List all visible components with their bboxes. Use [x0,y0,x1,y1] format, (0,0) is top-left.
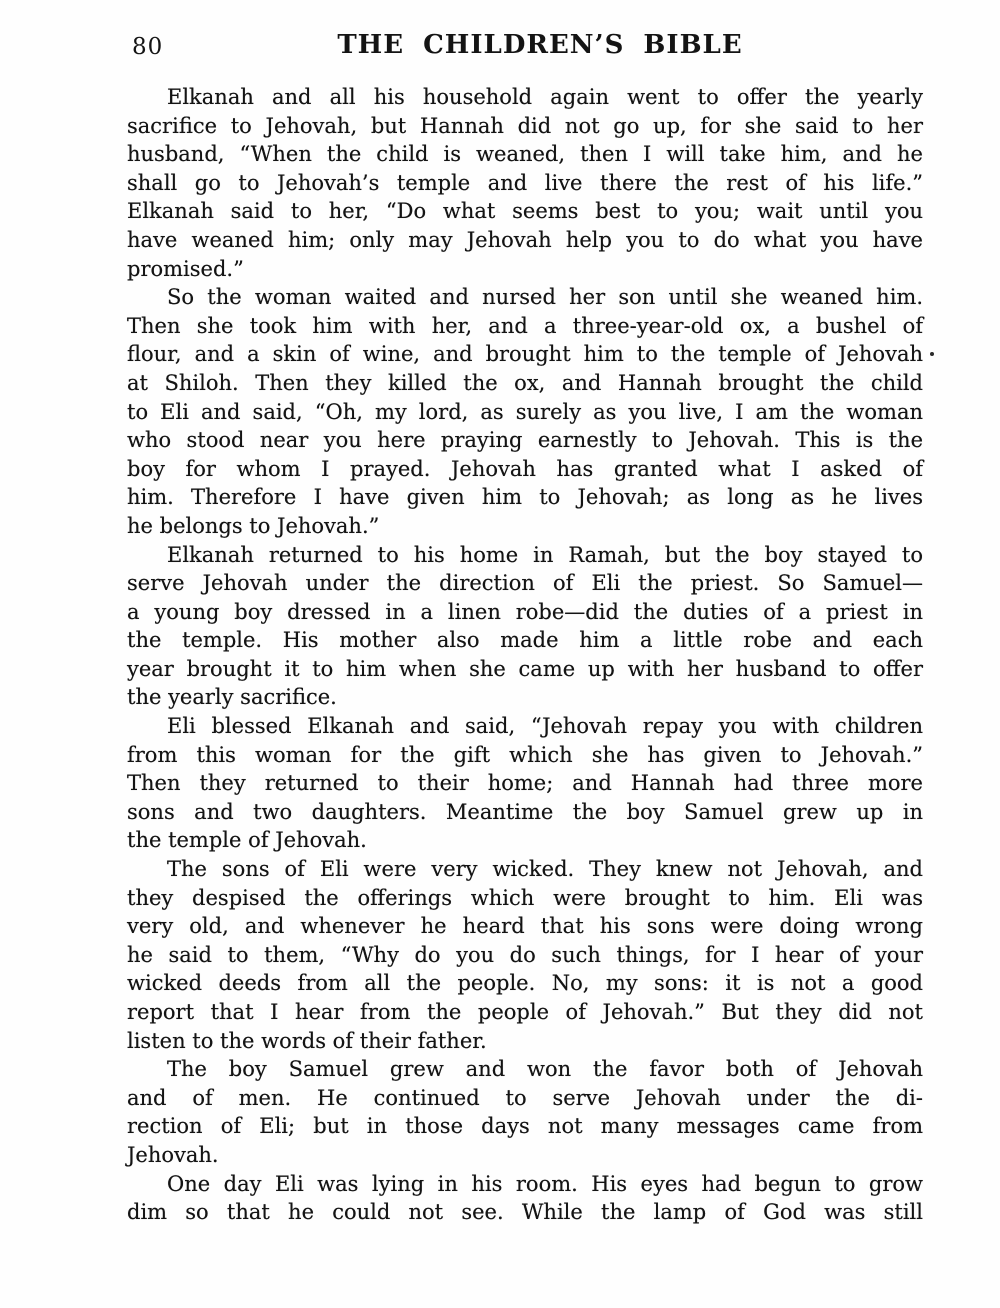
text-line: shall go to Jehovah’s temple and live there the rest of his life.” [127,170,923,195]
text-line: rection of Eli; but in those days not many messages came from [127,1114,923,1139]
text-line: a young boy dressed in a linen robe—did the duties of a priest in [127,599,923,624]
paragraph [127,712,923,855]
text-line: to Eli and said, “Oh, my lord, as surely as you live, I am the woman [127,399,923,424]
text-line: Jehovah. [127,1142,219,1167]
text-line: flour, and a skin of wine, and brought him to the temple of Jehovah [127,342,923,367]
text-line: they despised the offerings which were brought to him. Eli was [127,885,923,910]
text-line: Elkanah and all his household again went to offer the yearly [167,85,923,109]
text-line: dim so that he could not see. While the lamp of God was still [127,1200,923,1225]
text-line: wicked deeds from all the people. No, my sons: it is not a good [127,971,923,996]
text-line: from this woman for the gift which she has given to Jehovah.” [127,742,923,767]
text-line: the yearly sacrifice. [127,685,337,710]
paragraph [127,855,923,1055]
text-line: One day Eli was lying in his room. His eyes had begun to grow [167,1171,923,1196]
text-line: and of men. He continued to serve Jehovah under the di- [127,1085,923,1110]
text-line: The sons of Eli were very wicked. They knew not Jehovah, and [167,857,923,882]
text-line: So the woman waited and nursed her son until she weaned him. [167,285,923,310]
text-line: report that I hear from the people of Jehovah.” But they did not [127,1000,923,1024]
paragraph [127,541,923,713]
text-line: at Shiloh. Then they killed the ox, and Hannah brought the child [127,370,923,395]
text-line: the temple. His mother also made him a little robe and each [127,628,923,653]
text-line: husband, “When the child is weaned, then I will take him, and he [127,142,923,167]
text-line: boy for whom I prayed. Jehovah has granted what I asked of [127,456,923,481]
scan-artifact-dot [930,352,934,356]
text-line: year brought it to him when she came up with her husband to offer [127,656,923,681]
text-line: very old, and whenever he heard that his sons were doing wrong [127,914,923,939]
text-line: serve Jehovah under the direction of Eli the priest. So Samuel— [127,571,923,596]
text-line: he belongs to Jehovah.” [127,513,380,538]
body-text [127,83,923,1227]
paragraph [127,1055,923,1169]
paragraph [127,1170,923,1227]
text-line: have weaned him; only may Jehovah help you to do what you have [127,227,923,252]
text-line: promised.” [127,256,244,281]
text-line: Elkanah said to her, “Do what seems best to you; wait until you [127,199,923,224]
text-line: sons and two daughters. Meantime the boy Samuel grew up in [127,799,923,824]
running-head-title: THE CHILDREN’S BIBLE [337,30,743,60]
text-line: him. Therefore I have given him to Jehovah; as long as he lives [127,485,923,510]
text-line: the temple of Jehovah. [127,828,367,853]
paragraph [127,283,923,540]
page-header [127,30,923,64]
text-line: listen to the words of their father. [127,1028,487,1053]
text-line: who stood near you here praying earnestly to Jehovah. This is the [127,428,923,453]
text-line: Eli blessed Elkanah and said, “Jehovah repay you with children [167,714,923,739]
page-number: 80 [132,34,164,60]
text-column [127,30,923,1227]
text-line: Then they returned to their home; and Hannah had three more [127,771,923,796]
text-line: The boy Samuel grew and won the favor both of Jehovah [167,1057,923,1082]
text-line: sacrifice to Jehovah, but Hannah did not go up, for she said to her [127,113,923,138]
text-line: Then she took him with her, and a three-year-old ox, a bushel of [127,313,923,338]
text-line: Elkanah returned to his home in Ramah, but the boy stayed to [167,542,923,567]
paragraph [127,83,923,283]
text-line: he said to them, “Why do you do such things, for I hear of your [127,942,923,967]
